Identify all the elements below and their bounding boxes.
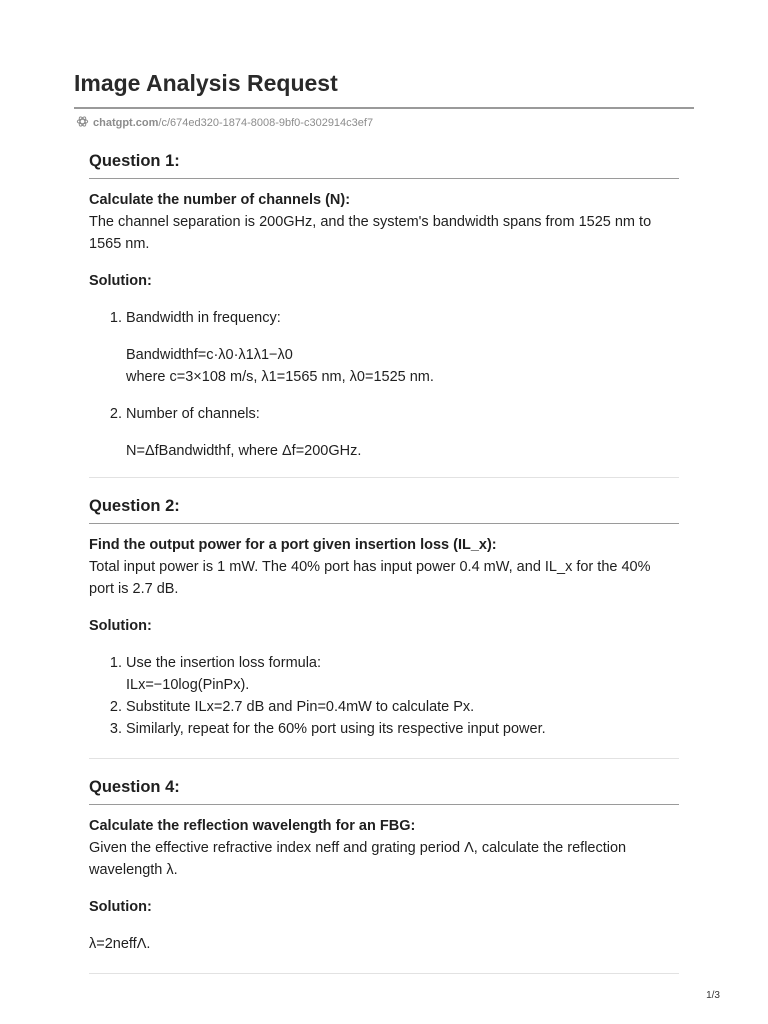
question-2-solution-label: Solution: bbox=[89, 618, 152, 634]
source-domain: chatgpt.com bbox=[93, 117, 159, 129]
bandwidth-formula: Bandwidthf=c·λ0·λ1λ1−λ0 bbox=[126, 347, 293, 363]
question-4-heading: Question 4: bbox=[89, 778, 679, 805]
section-divider bbox=[89, 758, 679, 759]
reflection-formula: λ=2neffΛ. bbox=[89, 936, 151, 952]
question-4-solution-label: Solution: bbox=[89, 899, 152, 915]
question-2-steps bbox=[89, 652, 679, 740]
list-item bbox=[126, 403, 679, 462]
list-item: 2. Substitute ILx=2.7 dB and Pin=0.4mW to calculate Px. bbox=[126, 696, 679, 718]
title-divider bbox=[74, 107, 694, 109]
step-1-label: Bandwidth in frequency: bbox=[126, 310, 281, 326]
page-number: 1/3 bbox=[706, 990, 720, 1001]
question-2-section bbox=[89, 497, 679, 740]
section-divider bbox=[89, 973, 679, 974]
question-1-solution-label: Solution: bbox=[89, 273, 152, 289]
list-item bbox=[126, 307, 679, 388]
page-title: Image Analysis Request bbox=[74, 70, 338, 96]
bandwidth-where: where c=3×108 m/s, λ1=1565 nm, λ0=1525 nm. bbox=[126, 369, 434, 385]
question-2-text: Total input power is 1 mW. The 40% port has input power 0.4 mW, and IL_x for the 40% port is 2.7 dB. bbox=[89, 559, 651, 597]
question-1-steps bbox=[89, 307, 679, 462]
section-divider bbox=[89, 477, 679, 478]
list-item bbox=[126, 652, 679, 696]
conversation-content bbox=[89, 152, 679, 974]
channels-formula: N=ΔfBandwidthf, where Δf=200GHz. bbox=[126, 443, 362, 459]
question-1-text: The channel separation is 200GHz, and the system's bandwidth spans from 1525 nm to 1565 nm. bbox=[89, 214, 652, 252]
question-4-section bbox=[89, 778, 679, 955]
step-2-label: Number of channels: bbox=[126, 406, 260, 422]
list-item: 3. Similarly, repeat for the 60% port using its respective input power. bbox=[126, 718, 679, 740]
question-1-subheading: Calculate the number of channels (N): bbox=[89, 192, 351, 208]
source-link[interactable] bbox=[76, 115, 373, 131]
question-2-heading: Question 2: bbox=[89, 497, 679, 524]
insertion-loss-formula: ILx=−10log(PinPx). bbox=[126, 677, 250, 693]
question-2-subheading: Find the output power for a port given insertion loss (IL_x): bbox=[89, 537, 497, 553]
question-4-text: Given the effective refractive index neff and grating period Λ, calculate the reflection wavelength λ. bbox=[89, 840, 627, 878]
question-1-section bbox=[89, 152, 679, 462]
step-1-label: Use the insertion loss formula: bbox=[126, 655, 322, 671]
bandwidth-formula-block bbox=[126, 344, 679, 388]
question-4-subheading: Calculate the reflection wavelength for an FBG: bbox=[89, 818, 416, 834]
question-1-heading: Question 1: bbox=[89, 152, 679, 179]
source-path: /c/674ed320-1874-8008-9bf0-c302914c3ef7 bbox=[158, 117, 374, 129]
openai-logo-icon bbox=[76, 115, 89, 131]
